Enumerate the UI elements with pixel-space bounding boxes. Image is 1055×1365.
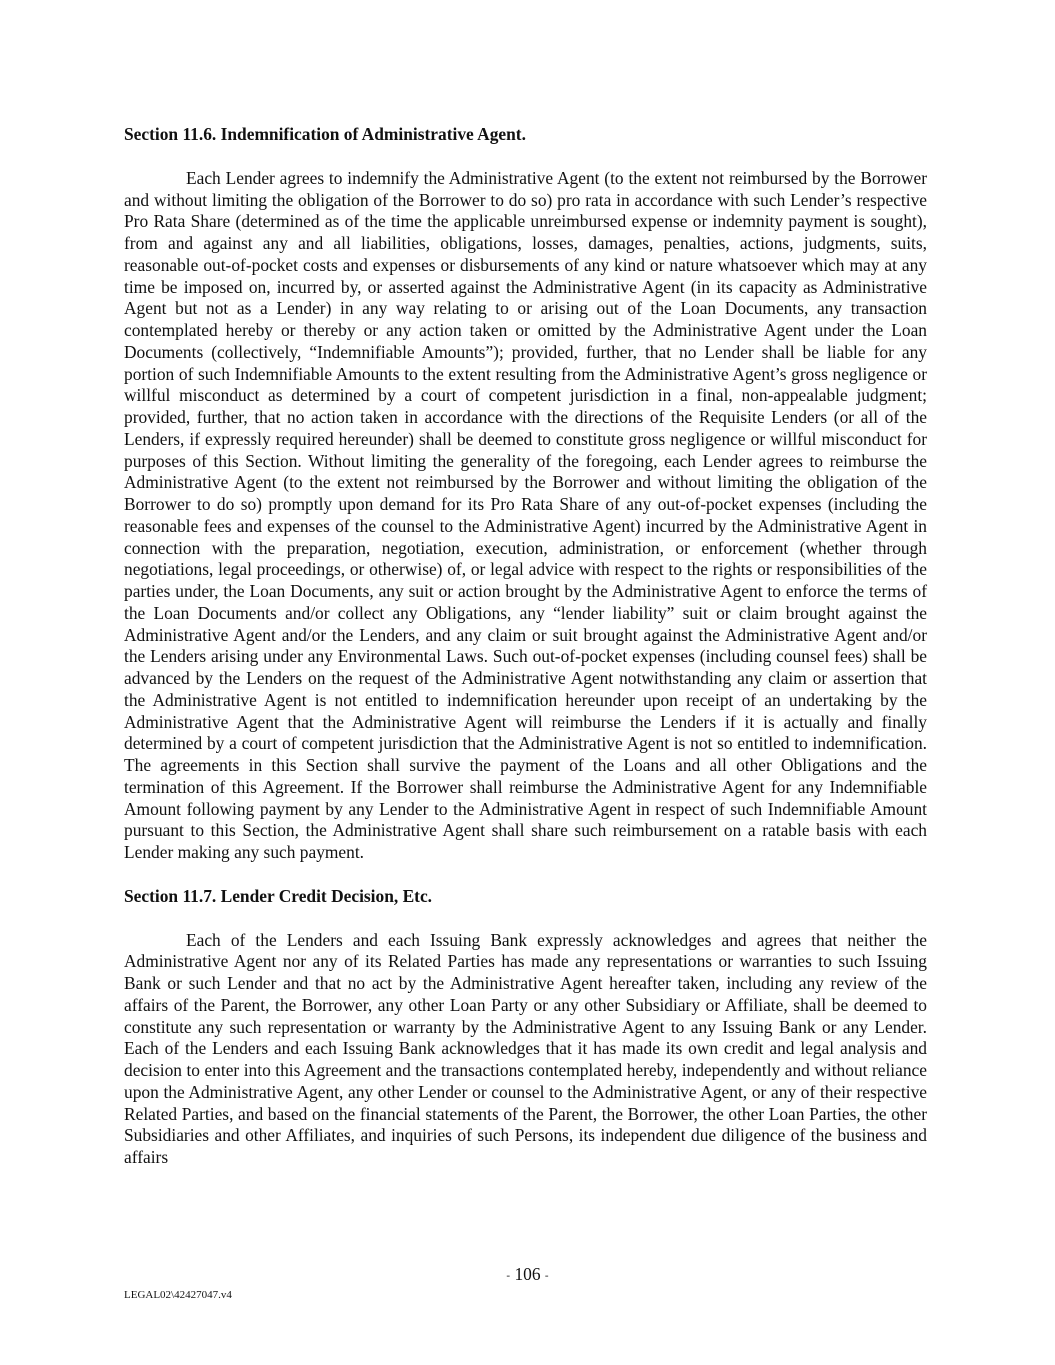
page-body <box>124 124 927 1169</box>
section-11-6-heading: Section 11.6. Indemnification of Administrative Agent. <box>124 124 526 144</box>
section-11-7-paragraph: Each of the Lenders and each Issuing Bank expressly acknowledges and agrees that neither the Administrative Agent nor any of its Related Parties has made any representations or warranties to such Issuing Bank or such Lender and that no act by the Administrative Agent hereafter taken, including any review of the affairs of the Parent, the Borrower, any other Loan Party or any other Subsidiary or Affiliate, shall be deemed to constitute any such representation or warranty by the Administrative Agent to any Issuing Bank or any Lender. Each of the Lenders and each Issuing Bank acknowledges that it has made its own credit and legal analysis and decision to enter into this Agreement and the transactions contemplated hereby, independently and without reliance upon the Administrative Agent, any other Lender or counsel to the Administrative Agent, or any of their respective Related Parties, and based on the financial statements of the Parent, the Borrower, the other Loan Parties, the other Subsidiaries and other Affiliates, and inquiries of such Persons, its independent due diligence of the business and affairs <box>124 929 927 1167</box>
page-number-value: 106 <box>514 1264 541 1284</box>
section-11-6-paragraph: Each Lender agrees to indemnify the Administrative Agent (to the extent not reimbursed by the Borrower and without limiting the obligation of the Borrower to do so) pro rata in accordance with such Lender’s respective Pro Rata Share (determined as of the time the applicable unreimbursed expense or indemnity payment is sought), from and against any and all liabilities, obligations, losses, damages, penalties, actions, judgments, suits, reasonable out-of-pocket costs and expenses or disbursements of any kind or nature whatsoever which may at any time be imposed on, incurred by, or asserted against the Administrative Agent (in its capacity as Administrative Agent but not as a Lender) in any way relating to or arising out of the Loan Documents, any transaction contemplated hereby or thereby or any action taken or omitted by the Administrative Agent under the Loan Documents (collectively, “Indemnifiable Amounts”); provided, further, that no Lender shall be liable for any portion of such Indemnifiable Amounts to the extent resulting from the Administrative Agent’s gross negligence or willful misconduct as determined by a court of competent jurisdiction in a final, non-appealable judgment; provided, further, that no action taken in accordance with the directions of the Requisite Lenders (or all of the Lenders, if expressly required hereunder) shall be deemed to constitute gross negligence or willful misconduct for purposes of this Section. Without limiting the generality of the foregoing, each Lender agrees to reimburse the Administrative Agent (to the extent not reimbursed by the Borrower and without limiting the obligation of the Borrower to do so) promptly upon demand for its Pro Rata Share of any out-of-pocket expenses (including the reasonable fees and expenses of the counsel to the Administrative Agent) incurred by the Administrative Agent in connection with the preparation, negotiation, execution, administration, or enforcement (whether through negotiations, legal proceedings, or otherwise) of, or legal advice with respect to the rights or responsibilities of the parties under, the Loan Documents, any suit or action brought by the Administrative Agent to enforce the terms of the Loan Documents and/or collect any Obligations, any “lender liability” suit or claim brought against the Administrative Agent and/or the Lenders, and any claim or suit brought against the Administrative Agent and/or the Lenders arising under any Environmental Laws. Such out-of-pocket expenses (including counsel fees) shall be advanced by the Lenders on the request of the Administrative Agent notwithstanding any claim or assertion that the Administrative Agent is not entitled to indemnification hereunder upon receipt of an undertaking by the Administrative Agent that the Administrative Agent will reimburse the Lenders if it is actually and finally determined by a court of competent jurisdiction that the Administrative Agent is not so entitled to indemnification. The agreements in this Section shall survive the payment of the Loans and all other Obligations and the termination of this Agreement. If the Borrower shall reimburse the Administrative Agent for any Indemnifiable Amount following payment by any Lender to the Administrative Agent in respect of such Indemnifiable Amount pursuant to this Section, the Administrative Agent shall share such reimbursement on a ratable basis with each Lender making any such payment. <box>124 167 927 862</box>
page-number-dash-right: - <box>544 1269 549 1282</box>
section-11-7-heading: Section 11.7. Lender Credit Decision, Etc. <box>124 885 433 906</box>
page-number <box>0 1264 1055 1287</box>
page-number-dash-left: - <box>506 1269 511 1282</box>
document-id: LEGAL02\42427047.v4 <box>124 1289 232 1301</box>
